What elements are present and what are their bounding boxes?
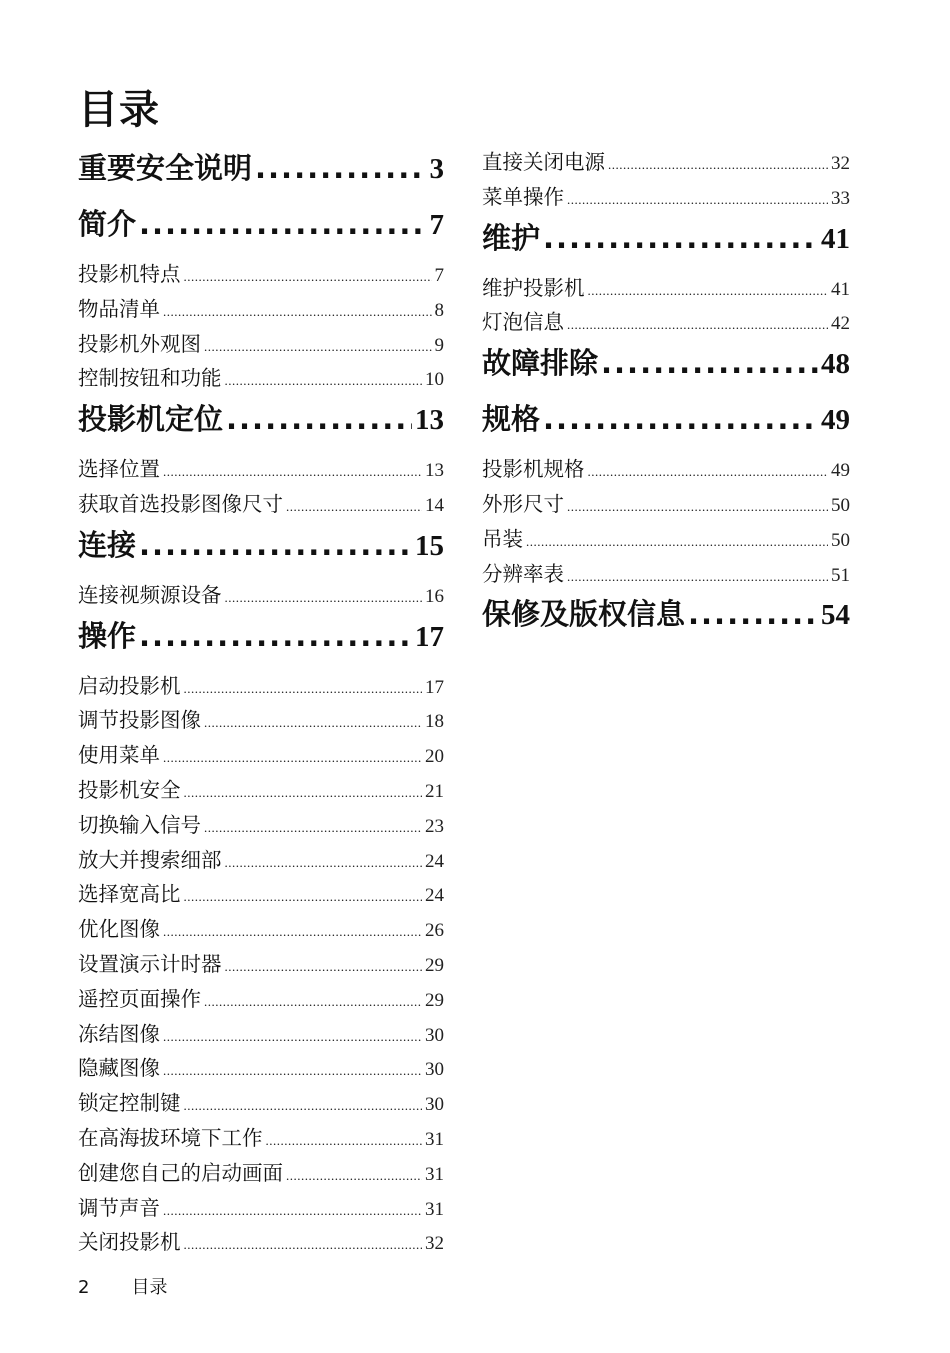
dot-leader bbox=[286, 490, 422, 525]
toc-entry-title: 优化图像 bbox=[78, 917, 160, 942]
toc-entry-title: 维护投影机 bbox=[482, 275, 585, 300]
toc-entry-title: 投影机规格 bbox=[482, 457, 585, 482]
toc-section-entry[interactable] bbox=[78, 1225, 444, 1260]
toc-section-entry[interactable] bbox=[78, 877, 444, 912]
dot-leader bbox=[163, 455, 422, 490]
toc-entry-page-number: 29 bbox=[425, 989, 444, 1011]
toc-chapter-entry[interactable] bbox=[78, 396, 444, 452]
toc-entry-title: 连接 bbox=[78, 527, 137, 562]
toc-entry-title: 使用菜单 bbox=[78, 743, 160, 768]
toc-entry-title: 外形尺寸 bbox=[482, 491, 564, 516]
toc-left-column bbox=[78, 145, 444, 1260]
toc-entry-page-number: 50 bbox=[831, 494, 850, 516]
toc-entry-page-number: 14 bbox=[425, 494, 444, 516]
toc-entry-title: 投影机定位 bbox=[78, 402, 224, 437]
toc-section-entry[interactable] bbox=[78, 1051, 444, 1086]
toc-entry-title: 遥控页面操作 bbox=[78, 986, 201, 1011]
toc-entry-page-number: 41 bbox=[821, 222, 850, 255]
toc-entry-title: 在高海拔环境下工作 bbox=[78, 1125, 263, 1150]
toc-section-entry[interactable] bbox=[78, 292, 444, 327]
toc-entry-page-number: 49 bbox=[821, 404, 850, 437]
dot-leader bbox=[225, 581, 423, 616]
toc-entry-title: 放大并搜索细部 bbox=[78, 847, 222, 872]
toc-entry-page-number: 15 bbox=[415, 529, 444, 562]
toc-entry-page-number: 49 bbox=[831, 460, 850, 482]
toc-entry-page-number: 41 bbox=[831, 278, 850, 300]
toc-section-entry[interactable] bbox=[482, 452, 850, 487]
dot-leader bbox=[608, 148, 828, 183]
toc-entry-title: 物品清单 bbox=[78, 296, 160, 321]
dot-leader bbox=[184, 1089, 423, 1124]
toc-right-column bbox=[482, 145, 850, 647]
toc-entry-page-number: 17 bbox=[415, 620, 444, 653]
toc-entry-page-number: 32 bbox=[831, 153, 850, 174]
dot-leader bbox=[184, 776, 423, 811]
toc-chapter-entry[interactable] bbox=[78, 145, 444, 201]
toc-chapter-entry[interactable] bbox=[482, 215, 850, 271]
page-footer bbox=[78, 1276, 167, 1300]
dot-leader bbox=[204, 330, 432, 365]
dot-leader bbox=[139, 201, 426, 247]
footer-page-number: 2 bbox=[78, 1277, 90, 1298]
toc-section-entry[interactable] bbox=[78, 669, 444, 704]
toc-entry-page-number: 21 bbox=[425, 780, 444, 802]
dot-leader bbox=[567, 183, 828, 218]
dot-leader bbox=[225, 950, 423, 985]
toc-entry-title: 规格 bbox=[482, 402, 541, 437]
dot-leader bbox=[588, 455, 829, 490]
toc-section-entry[interactable] bbox=[78, 578, 444, 613]
dot-leader bbox=[567, 308, 828, 343]
toc-section-entry[interactable] bbox=[482, 487, 850, 522]
dot-leader bbox=[163, 1054, 422, 1089]
dot-leader bbox=[225, 846, 423, 881]
toc-entry-title: 设置演示计时器 bbox=[78, 951, 222, 976]
dot-leader bbox=[163, 1194, 422, 1229]
toc-entry-page-number: 16 bbox=[425, 585, 444, 607]
toc-entry-title: 启动投影机 bbox=[78, 673, 181, 698]
toc-entry-title: 调节声音 bbox=[78, 1195, 160, 1220]
dot-leader bbox=[163, 741, 422, 776]
toc-section-entry[interactable] bbox=[78, 1156, 444, 1191]
toc-entry-title: 简介 bbox=[78, 207, 137, 241]
toc-entry-title: 投影机安全 bbox=[78, 777, 181, 802]
toc-entry-title: 投影机特点 bbox=[78, 262, 181, 286]
toc-entry-page-number: 32 bbox=[425, 1233, 444, 1255]
toc-section-entry[interactable] bbox=[482, 557, 850, 592]
toc-entry-page-number: 17 bbox=[425, 676, 444, 698]
toc-entry-title: 关闭投影机 bbox=[78, 1230, 181, 1255]
toc-entry-page-number: 24 bbox=[425, 850, 444, 872]
toc-section-entry[interactable] bbox=[482, 522, 850, 557]
toc-chapter-entry[interactable] bbox=[482, 340, 850, 396]
dot-leader bbox=[204, 811, 422, 846]
toc-entry-page-number: 50 bbox=[831, 529, 850, 551]
toc-section-entry[interactable] bbox=[78, 452, 444, 487]
toc-entry-page-number: 23 bbox=[425, 815, 444, 837]
toc-entry-title: 控制按钮和功能 bbox=[78, 366, 222, 391]
dot-leader bbox=[286, 1159, 422, 1194]
toc-entry-page-number: 31 bbox=[425, 1163, 444, 1185]
toc-section-entry[interactable] bbox=[482, 180, 850, 215]
toc-entry-page-number: 9 bbox=[434, 334, 444, 356]
toc-entry-page-number: 3 bbox=[429, 153, 444, 185]
toc-chapter-entry[interactable] bbox=[78, 201, 444, 257]
toc-entry-page-number: 24 bbox=[425, 885, 444, 907]
toc-section-entry[interactable] bbox=[78, 808, 444, 843]
toc-entry-page-number: 7 bbox=[429, 209, 444, 241]
dot-leader bbox=[163, 915, 422, 950]
toc-section-entry[interactable] bbox=[78, 487, 444, 522]
dot-leader bbox=[139, 522, 412, 568]
toc-entry-title: 获取首选投影图像尺寸 bbox=[78, 491, 283, 516]
toc-entry-title: 保修及版权信息 bbox=[482, 597, 686, 632]
toc-chapter-entry[interactable] bbox=[482, 396, 850, 452]
toc-section-entry[interactable] bbox=[78, 361, 444, 396]
toc-entry-page-number: 13 bbox=[425, 460, 444, 482]
toc-chapter-entry[interactable] bbox=[78, 613, 444, 669]
dot-leader bbox=[688, 591, 818, 637]
toc-section-entry[interactable] bbox=[482, 271, 850, 306]
toc-section-entry[interactable] bbox=[482, 305, 850, 340]
toc-section-entry[interactable] bbox=[78, 773, 444, 808]
toc-entry-title: 选择位置 bbox=[78, 457, 160, 482]
toc-entry-page-number: 30 bbox=[425, 1059, 444, 1081]
toc-entry-title: 操作 bbox=[78, 618, 137, 653]
toc-section-entry[interactable] bbox=[78, 703, 444, 738]
toc-entry-page-number: 30 bbox=[425, 1094, 444, 1116]
toc-entry-page-number: 51 bbox=[831, 564, 850, 586]
toc-entry-page-number: 31 bbox=[425, 1128, 444, 1150]
dot-leader bbox=[163, 1020, 422, 1055]
toc-chapter-entry[interactable] bbox=[78, 522, 444, 578]
dot-leader bbox=[204, 985, 422, 1020]
dot-leader bbox=[204, 706, 422, 741]
dot-leader bbox=[184, 672, 423, 707]
dot-leader bbox=[184, 880, 423, 915]
toc-entry-title: 调节投影图像 bbox=[78, 708, 201, 733]
toc-section-entry[interactable] bbox=[78, 257, 444, 292]
toc-entry-page-number: 8 bbox=[434, 299, 444, 321]
dot-leader bbox=[184, 1228, 423, 1263]
dot-leader bbox=[225, 364, 423, 399]
toc-section-entry[interactable] bbox=[78, 982, 444, 1017]
toc-entry-title: 吊装 bbox=[482, 526, 523, 551]
toc-entry-page-number: 31 bbox=[425, 1198, 444, 1220]
toc-entry-page-number: 20 bbox=[425, 746, 444, 768]
dot-leader bbox=[266, 1124, 423, 1159]
dot-leader bbox=[163, 295, 432, 330]
toc-entry-title: 锁定控制键 bbox=[78, 1091, 181, 1116]
toc-entry-page-number: 7 bbox=[434, 265, 444, 286]
page-title: 目录 bbox=[78, 87, 160, 133]
toc-entry-title: 灯泡信息 bbox=[482, 310, 564, 335]
footer-section-name: 目录 bbox=[131, 1277, 168, 1298]
toc-section-entry[interactable] bbox=[78, 1121, 444, 1156]
dot-leader bbox=[543, 215, 818, 261]
toc-entry-title: 隐藏图像 bbox=[78, 1056, 160, 1081]
toc-entry-title: 投影机外观图 bbox=[78, 331, 201, 356]
toc-entry-page-number: 42 bbox=[831, 313, 850, 335]
dot-leader bbox=[567, 560, 828, 595]
dot-leader bbox=[139, 613, 412, 659]
toc-entry-title: 重要安全说明 bbox=[78, 151, 253, 185]
toc-entry-title: 直接关闭电源 bbox=[482, 150, 605, 174]
toc-entry-page-number: 48 bbox=[821, 348, 850, 381]
toc-entry-title: 维护 bbox=[482, 220, 541, 255]
toc-entry-title: 菜单操作 bbox=[482, 184, 564, 209]
toc-entry-page-number: 13 bbox=[415, 404, 444, 437]
toc-entry-page-number: 33 bbox=[831, 187, 850, 209]
dot-leader bbox=[526, 525, 828, 560]
dot-leader bbox=[255, 145, 426, 191]
toc-section-entry[interactable] bbox=[78, 912, 444, 947]
toc-section-entry[interactable] bbox=[78, 327, 444, 362]
dot-leader bbox=[184, 260, 432, 295]
toc-entry-title: 冻结图像 bbox=[78, 1021, 160, 1046]
toc-section-entry[interactable] bbox=[78, 1086, 444, 1121]
toc-entry-page-number: 54 bbox=[821, 599, 850, 632]
toc-entry-title: 创建您自己的启动画面 bbox=[78, 1160, 283, 1185]
toc-entry-title: 分辨率表 bbox=[482, 561, 564, 586]
toc-chapter-entry[interactable] bbox=[482, 591, 850, 647]
dot-leader bbox=[588, 274, 829, 309]
toc-section-entry[interactable] bbox=[78, 947, 444, 982]
toc-section-entry[interactable] bbox=[78, 1191, 444, 1226]
dot-leader bbox=[567, 490, 828, 525]
toc-entry-title: 故障排除 bbox=[482, 346, 599, 381]
dot-leader bbox=[226, 396, 412, 442]
toc-entry-page-number: 26 bbox=[425, 920, 444, 942]
toc-entry-title: 连接视频源设备 bbox=[78, 582, 222, 607]
toc-entry-page-number: 30 bbox=[425, 1024, 444, 1046]
toc-entry-page-number: 29 bbox=[425, 954, 444, 976]
toc-section-entry[interactable] bbox=[78, 738, 444, 773]
toc-entry-title: 切换输入信号 bbox=[78, 812, 201, 837]
toc-section-entry[interactable] bbox=[78, 1017, 444, 1052]
dot-leader bbox=[543, 396, 818, 442]
dot-leader bbox=[601, 340, 818, 386]
toc-entry-page-number: 10 bbox=[425, 369, 444, 391]
toc-section-entry[interactable] bbox=[78, 843, 444, 878]
toc-section-entry[interactable] bbox=[482, 145, 850, 180]
toc-entry-page-number: 18 bbox=[425, 711, 444, 733]
toc-entry-title: 选择宽高比 bbox=[78, 882, 181, 907]
